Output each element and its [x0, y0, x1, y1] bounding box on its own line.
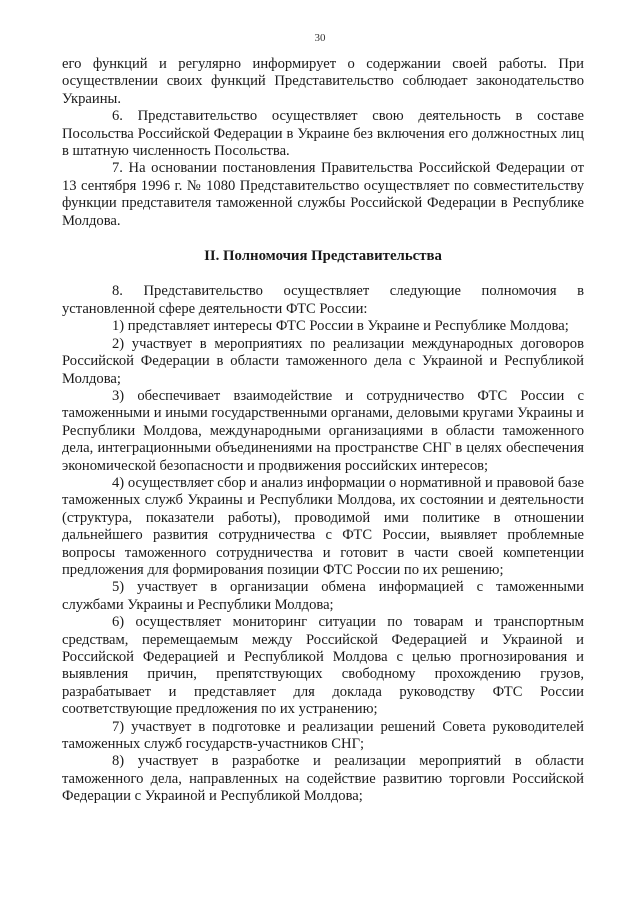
paragraph-6: 6. Представительство осуществляет свою деятельность в составе Посольства Российской Федерации в Украине без включения его должностных лиц в штатную численность Посольства. — [62, 108, 584, 160]
paragraph-continuation: его функций и регулярно информирует о содержании своей работы. При осуществлении своих функций Представительство соблюдает законодательство Украины. — [62, 56, 584, 107]
paragraph-7: 7. На основании постановления Правительства Российской Федерации от 13 сентября 1996 г. № 1080 Представительство осуществляет по совместительству функции представителя таможенной службы Российской Федерации в Республике Молдова. — [62, 160, 584, 229]
list-item-7: 7) участвует в подготовке и реализации решений Совета руководителей таможенных служб государств-участников СНГ; — [62, 718, 584, 753]
list-item-4: 4) осуществляет сбор и анализ информации о нормативной и правовой базе таможенных служб Украины и Республики Молдова, их состоянии и деятельности (структура, показатели работы), проводимой ими политике в отношении дальнейшего развития сотрудничества с ФТС России, выявляет проблемные вопросы таможенного сотрудничества и готовит в части своей компетенции предложения для формирования позиции ФТС России по их решению; — [62, 474, 584, 578]
list-item-6: 6) осуществляет мониторинг ситуации по товарам и транспортным средствам, перемещаемым между Российской Федерацией и Украиной и Российской Федерацией и Республикой Молдова с целью прогнозирования и выявления причин, препятствующих свободному прохождению грузов, разрабатывает и представляет для доклада руководству ФТС России соответствующие предложения по их устранению; — [62, 614, 584, 718]
list-item-5: 5) участвует в организации обмена информацией с таможенными службами Украины и Республики Молдова; — [62, 579, 584, 613]
page-number: 30 — [314, 32, 326, 44]
section-heading: II. Полномочия Представительства — [204, 248, 442, 265]
document-body — [62, 56, 584, 806]
list-item-8: 8) участвует в разработке и реализации мероприятий в области таможенного дела, направленных на содействие развитию торговли Российской Федерации с Украиной и Республикой Молдова; — [62, 753, 584, 805]
list-item-2: 2) участвует в мероприятиях по реализации международных договоров Российской Федерации в области таможенного дела с Украиной и Республикой Молдова; — [62, 335, 584, 387]
list-item-3: 3) обеспечивает взаимодействие и сотрудничество ФТС России с таможенными и иными государственными органами, деловыми кругами Украины и Республики Молдова, международными организациями в области таможенного дела, интеграционными объединениями на пространстве СНГ в целях обеспечения экономической безопасности и продвижения российских интересов; — [62, 387, 584, 474]
paragraph-8: 8. Представительство осуществляет следующие полномочия в установленной сфере деятельности ФТС России: — [62, 283, 584, 317]
list-item-1: 1) представляет интересы ФТС России в Украине и Республике Молдова; — [112, 318, 569, 335]
